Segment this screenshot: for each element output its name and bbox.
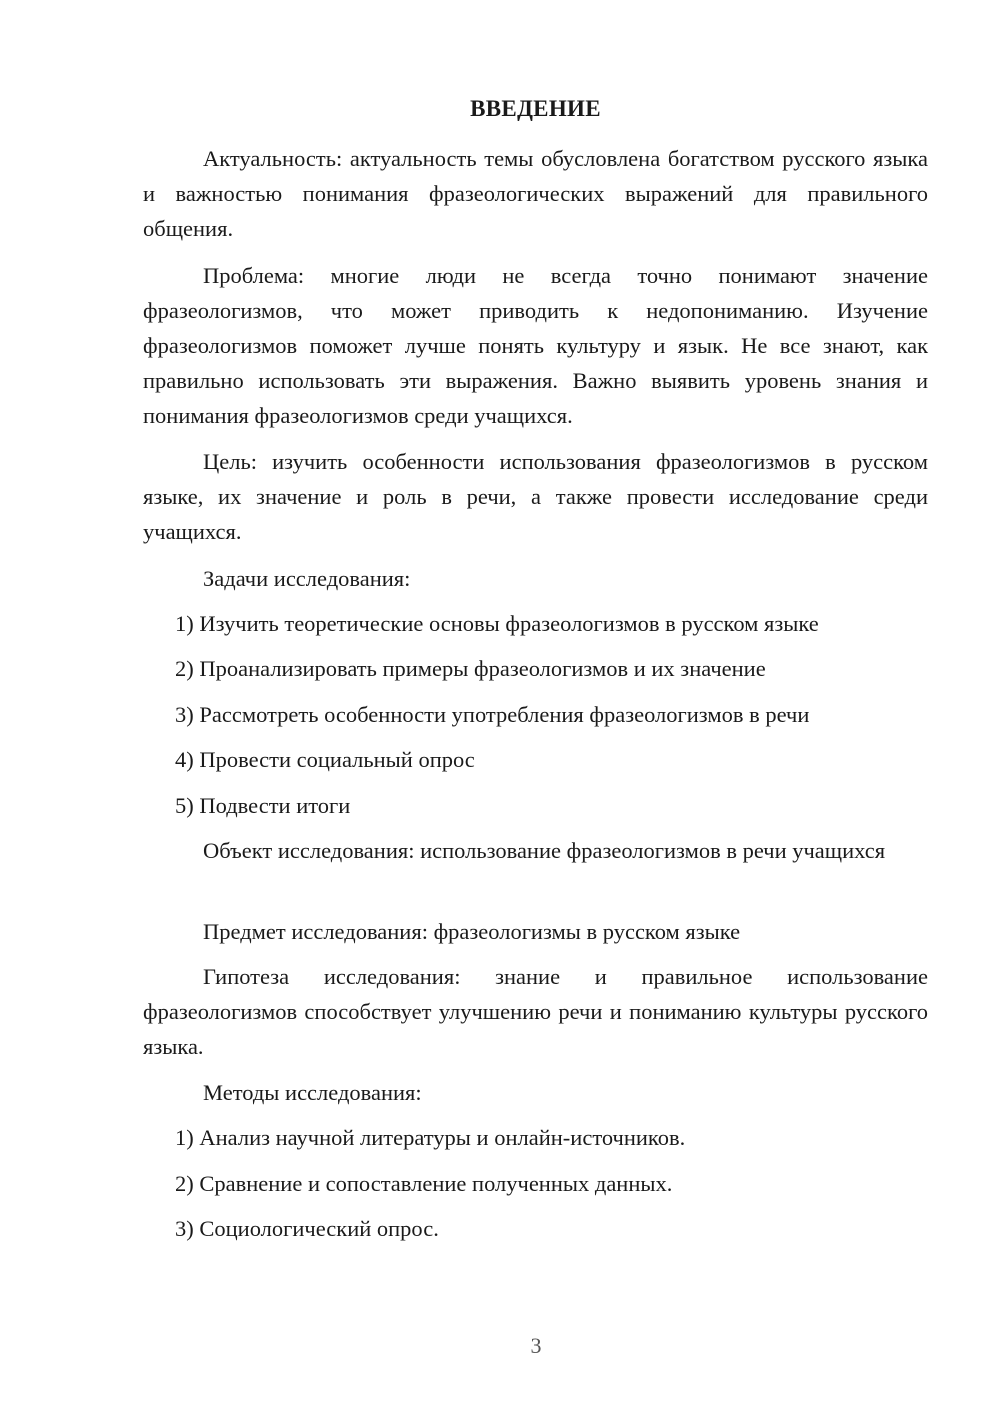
method-item: 2) Сравнение и сопоставление полученных данных. <box>175 1171 673 1196</box>
task-item: 5) Подвести итоги <box>175 793 351 818</box>
task-item: 1) Изучить теоретические основы фразеологизмов в русском языке <box>175 611 819 636</box>
method-item: 1) Анализ научной литературы и онлайн-источников. <box>175 1125 686 1150</box>
relevance-paragraph: Актуальность: актуальность темы обусловлена богатством русского языка и важностью понимания фразеологических выражений для правильного общения. <box>143 146 928 241</box>
page-number: 3 <box>530 1333 542 1358</box>
task-item: 2) Проанализировать примеры фразеологизмов и их значение <box>175 656 766 681</box>
goal-paragraph: Цель: изучить особенности использования фразеологизмов в русском языке, их значение и роль в речи, а также провести исследование среди учащихся. <box>143 449 928 544</box>
subject-paragraph: Предмет исследования: фразеологизмы в русском языке <box>203 919 741 944</box>
task-item: 3) Рассмотреть особенности употребления фразеологизмов в речи <box>175 702 810 727</box>
object-paragraph: Объект исследования: использование фразеологизмов в речи учащихся <box>203 838 886 863</box>
section-heading: ВВЕДЕНИЕ <box>470 96 601 121</box>
method-item: 3) Социологический опрос. <box>175 1216 439 1241</box>
problem-paragraph: Проблема: многие люди не всегда точно понимают значение фразеологизмов, что может приводить к недопониманию. Изучение фразеологизмов поможет лучше понять культуру и язык. Не все знают, как правильно использовать эти выражения. Важно выявить уровень знания и понимания фразеологизмов среди учащихся. <box>143 263 928 428</box>
task-item: 4) Провести социальный опрос <box>175 747 475 772</box>
hypothesis-paragraph: Гипотеза исследования: знание и правильное использование фразеологизмов способствует улучшению речи и пониманию культуры русского языка. <box>143 964 928 1059</box>
methods-heading: Методы исследования: <box>203 1080 422 1105</box>
tasks-heading: Задачи исследования: <box>203 566 411 591</box>
